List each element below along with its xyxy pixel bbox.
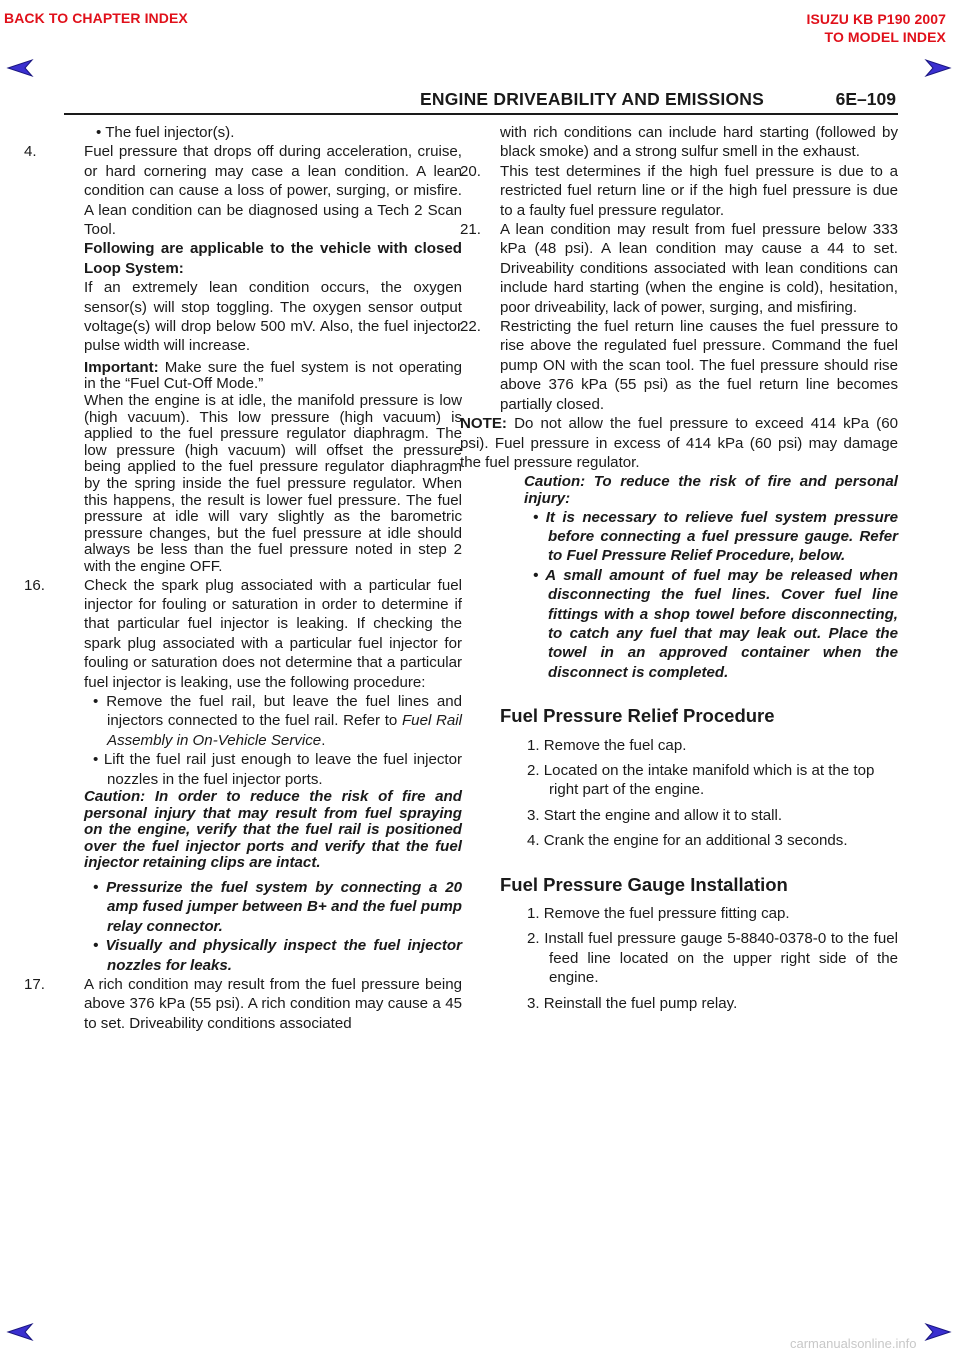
- gauge-step-2: 2. Install fuel pressure gauge 5-8840-0378-0 to the fuel feed line located on the upper right side of the engine.: [527, 930, 898, 987]
- step-20-text: This test determines if the high fuel pressure is due to a restricted fuel return line or if the high fuel pressure is due to a faulty fuel pressure regulator.: [500, 162, 898, 219]
- important-label: Important:: [84, 358, 159, 376]
- left-column: [24, 123, 462, 1033]
- relief-step-4: 4. Crank the engine for an additional 3 seconds.: [527, 832, 848, 850]
- relief-step-2: 2. Located on the intake manifold which is at the top right part of the engine.: [527, 761, 875, 799]
- page-title: ENGINE DRIVEABILITY AND EMISSIONS: [420, 89, 765, 109]
- page-number: 6E–109: [835, 89, 896, 109]
- bullet-remove-text: • Remove the fuel rail, but leave the fuel lines and injectors connected to the fuel rail. Refer to: [93, 693, 462, 730]
- step-20-number: 20.: [460, 162, 481, 180]
- prev-page-arrow-icon[interactable]: [6, 58, 36, 78]
- step-16: [24, 576, 462, 692]
- step-16-text: Check the spark plug associated with a particular fuel injector for fouling or saturation in order to determine if that particular fuel injector is leaking. If checking the spark plug associated with a particular fuel injector for fouling or saturation does not determine that a particular fuel injector is leaking, use the following procedure:: [84, 576, 462, 691]
- step-17-number: 17.: [24, 976, 45, 994]
- important-note: [24, 360, 462, 393]
- next-page-arrow-bottom-icon[interactable]: [922, 1322, 952, 1342]
- bullet-remove-end: .: [321, 731, 326, 749]
- note-text: Do not allow the fuel pressure to exceed 414 kPa (60 psi). Fuel pressure in excess of 414 kPa (60 psi) may damage the fuel pressure regulator.: [460, 415, 898, 471]
- bullet-visually-inspect: • Visually and physically inspect the fuel injector nozzles for leaks.: [93, 937, 462, 974]
- idle-explanation: When the engine is at idle, the manifold pressure is low (high vacuum). This low pressure (high vacuum) is applied to the fuel pressure regulator diaphragm. The low pressure (high vacuum) will offset the pressure being applied to the fuel pressure regulator diaphragm by the spring inside the fuel pressure regulator. When this happens, the result is lower fuel pressure. The fuel pressure at idle will vary slightly as the barometric pressure changes, but the fuel pressure at idle should always be less than the fuel pressure noted in step 2 with the engine OFF.: [84, 392, 462, 575]
- relief-step-1: 1. Remove the fuel cap.: [527, 736, 687, 754]
- step-4: [24, 142, 462, 239]
- watermark: carmanualsonline.info: [790, 1336, 917, 1351]
- step-4-number: 4.: [24, 143, 37, 161]
- gauge-installation-title: Fuel Pressure Gauge Installation: [500, 873, 788, 895]
- prev-page-arrow-bottom-icon[interactable]: [6, 1322, 36, 1342]
- step-4-text: Fuel pressure that drops off during acceleration, cruise, or hard cornering may case a lean condition. A lean condition can cause a loss of power, surging, or misfire. A lean condition can be diagnosed using a Tech 2 Scan Tool.: [84, 143, 462, 239]
- closed-loop-text: If an extremely lean condition occurs, the oxygen sensor(s) will stop toggling. The oxygen sensor output voltage(s) will drop below 500 mV. Also, the fuel injector pulse width will increase.: [84, 279, 462, 355]
- model-index-block[interactable]: [806, 10, 946, 46]
- caution-fuel-spray: Caution: In order to reduce the risk of fire and personal injury that may result from fuel spraying on the engine, verify that the fuel rail is positioned over the fuel injector ports and verify that the fuel injector retaining clips are intact.: [84, 788, 462, 872]
- relief-step-3: 3. Start the engine and allow it to stall.: [527, 806, 783, 824]
- bullet-fuel-injectors: • The fuel injector(s).: [96, 124, 235, 141]
- bullet-remove-fuel-rail: [24, 692, 462, 750]
- back-to-chapter-index-link[interactable]: BACK TO CHAPTER INDEX: [4, 10, 188, 26]
- note-label: NOTE:: [460, 415, 507, 433]
- note-fuel-pressure: [460, 414, 898, 472]
- next-page-arrow-icon[interactable]: [922, 58, 952, 78]
- gauge-step-3: 3. Reinstall the fuel pump relay.: [527, 994, 738, 1012]
- step-17-continued: with rich conditions can include hard starting (followed by black smoke) and a strong sulfur smell in the exhaust.: [500, 124, 898, 161]
- step-17-text: A rich condition may result from the fuel pressure being above 376 kPa (55 psi). A rich condition may cause a 45 to set. Driveability conditions associated: [84, 976, 462, 1032]
- step-21-number: 21.: [460, 221, 481, 239]
- bullet-lift-fuel-rail: • Lift the fuel rail just enough to leave the fuel injector nozzles in the fuel injector ports.: [93, 751, 462, 788]
- caution-bullet-relieve-pressure: • It is necessary to relieve fuel system pressure before connecting a fuel pressure gauge. Refer to Fuel Pressure Relief Procedure, below.: [533, 508, 898, 565]
- bullet-pressurize: • Pressurize the fuel system by connecting a 20 amp fused jumper between B+ and the fuel pump relay connector.: [93, 879, 462, 935]
- caution-bullet-fuel-released: • A small amount of fuel may be released when disconnecting the fuel lines. Cover fuel line fittings with a shop towel before disconnecting, to catch any fuel that may leak out. Place the towel in an approved container when the disconnect is completed.: [533, 566, 898, 681]
- caution-fire-injury: Caution: To reduce the risk of fire and personal injury:: [524, 473, 898, 507]
- step-21-text: A lean condition may result from fuel pressure below 333 kPa (48 psi). A lean condition may cause a 44 to set. Driveability conditions associated with lean conditions can include hard starting (when the engine is cold), hesitation, poor driveability, lack of power, surging, and misfiring.: [500, 221, 898, 316]
- step-22-text: Restricting the fuel return line causes the fuel pressure to rise above the regulated fuel pressure. Command the fuel pump ON with the scan tool. The fuel pressure should rise above 376 kPa (55 psi) as the fuel return line becomes partially closed.: [500, 318, 898, 413]
- relief-procedure-title: Fuel Pressure Relief Procedure: [500, 705, 775, 727]
- to-model-index-link[interactable]: TO MODEL INDEX: [824, 29, 946, 45]
- header-rule: [64, 113, 898, 115]
- step-20: [460, 162, 898, 220]
- fuel-rail-assembly-reference: Fuel Rail Assembly in On-Vehicle Service: [107, 712, 462, 749]
- step-22: [460, 317, 898, 414]
- step-21: [460, 220, 898, 317]
- step-22-number: 22.: [460, 318, 481, 336]
- step-16-number: 16.: [24, 576, 45, 594]
- gauge-step-1: 1. Remove the fuel pressure fitting cap.: [527, 905, 790, 922]
- step-17: [24, 975, 462, 1033]
- right-column: [460, 123, 898, 1019]
- model-title-link[interactable]: ISUZU KB P190 2007: [806, 11, 946, 27]
- important-text: Make sure the fuel system is not operating in the “Fuel Cut-Off Mode.”: [84, 358, 462, 393]
- closed-loop-heading: Following are applicable to the vehicle with closed Loop System:: [84, 240, 462, 277]
